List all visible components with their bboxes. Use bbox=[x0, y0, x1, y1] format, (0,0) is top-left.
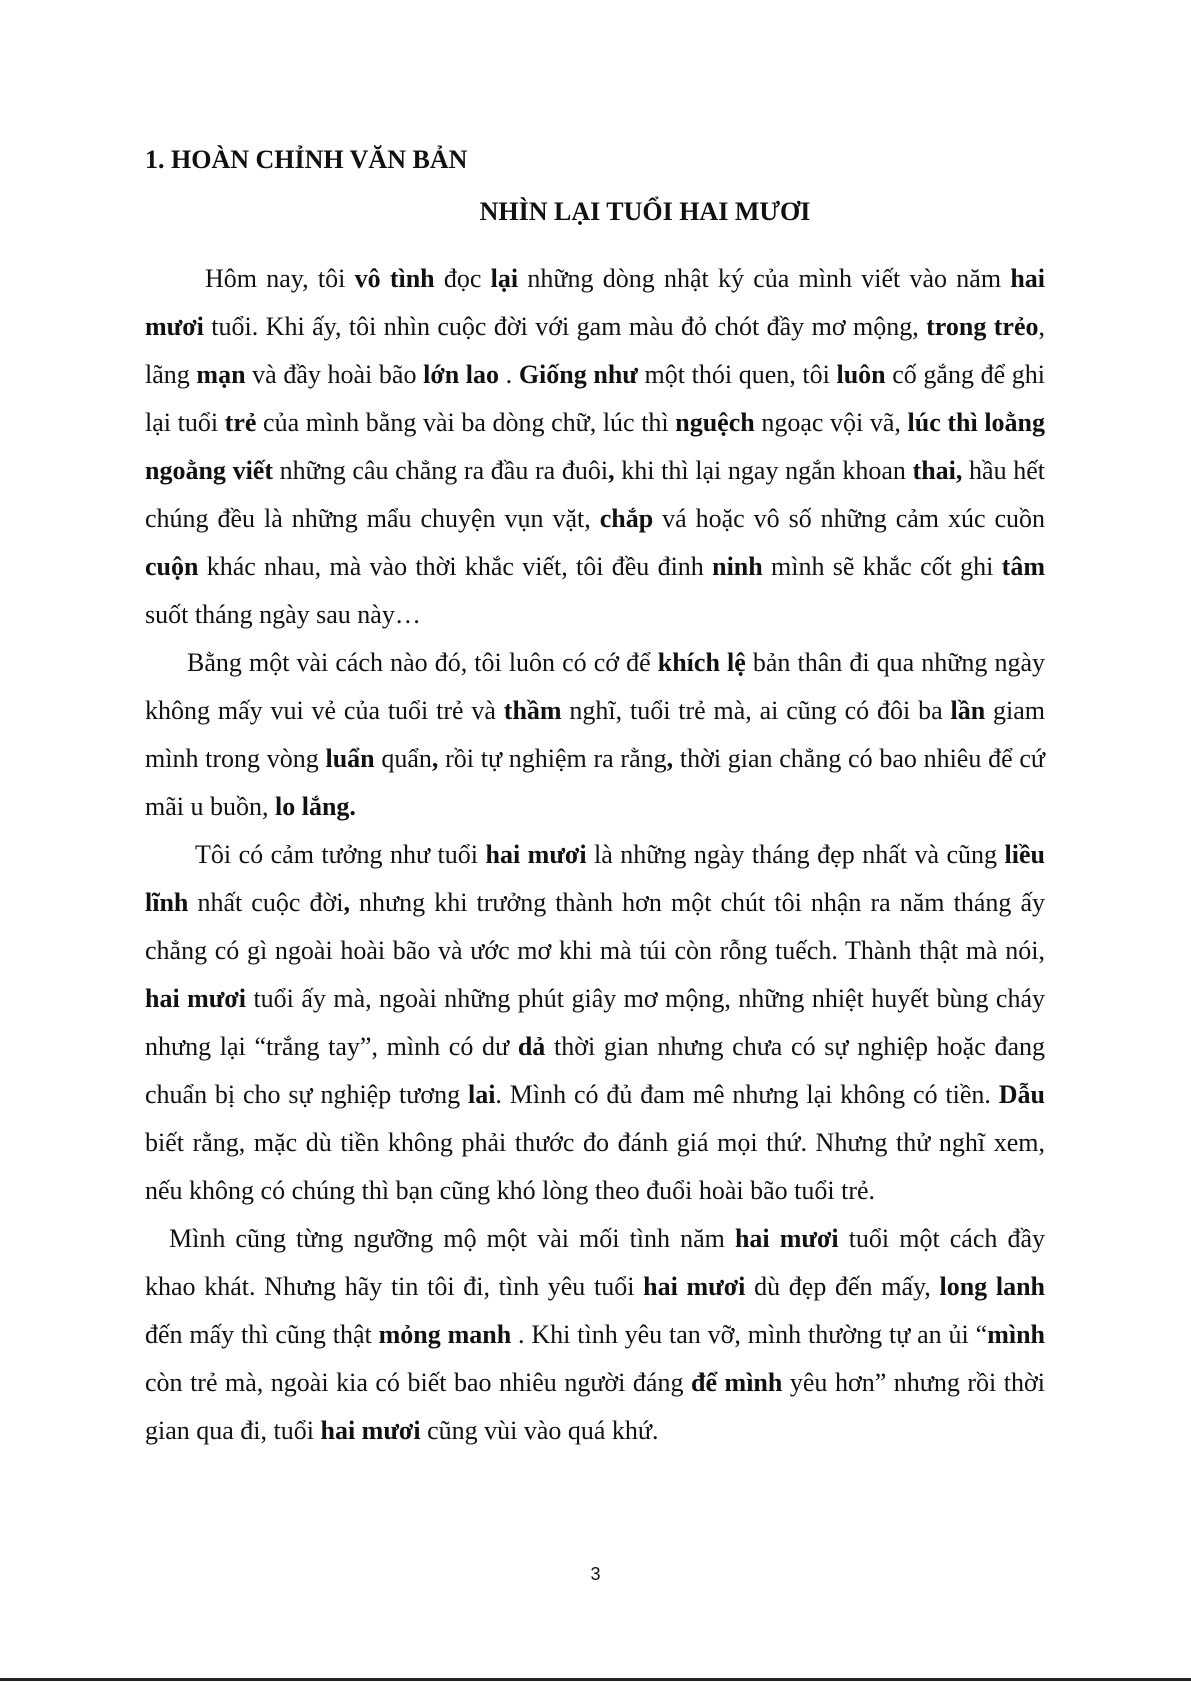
bold-run: hai mươi bbox=[643, 1272, 746, 1301]
bold-run: , bbox=[666, 744, 674, 773]
bold-run: hai mươi bbox=[320, 1416, 421, 1445]
bold-run: lai bbox=[467, 1080, 496, 1109]
paragraph-1: Hôm nay, tôi vô tình đọc lại những dòng nhật ký của mình viết vào năm hai mươi tuổi. Khi ấy, tôi nhìn cuộc đời với gam màu đỏ chót đầy mơ mộng, trong trẻo, lãng mạn và đầy hoài bão lớn lao . Giống như một thói quen, tôi luôn cố gắng để ghi lại tuổi trẻ của mình bằng vài ba dòng chữ, lúc thì nguệch ngoạc vội vã, lúc thì loằng ngoằng viết những câu chẳng ra đầu ra đuôi, khi thì lại ngay ngắn khoan thai, hầu hết chúng đều là những mẩu chuyện vụn vặt, chắp vá hoặc vô số những cảm xúc cuồn cuộn khác nhau, mà vào thời khắc viết, tôi đều đinh ninh mình sẽ khắc cốt ghi tâm suốt tháng ngày sau này… bbox=[145, 264, 1046, 629]
bold-run: mình bbox=[987, 1320, 1045, 1349]
bold-run: lúc thì loằng ngoằng viết bbox=[145, 408, 1046, 485]
bold-run: luẩn bbox=[325, 744, 375, 773]
bold-run: long lanh bbox=[939, 1272, 1046, 1301]
bold-run: tâm bbox=[1001, 552, 1045, 581]
bold-run: mạn bbox=[196, 360, 246, 389]
bold-run: lần bbox=[950, 696, 986, 725]
bold-run: liều lĩnh bbox=[145, 840, 1045, 917]
bold-run: hai mươi bbox=[145, 264, 1045, 341]
bold-run: hai mươi bbox=[145, 984, 247, 1013]
bold-run: mỏng manh bbox=[378, 1320, 512, 1349]
bold-run: trong trẻo bbox=[926, 312, 1039, 341]
paragraph-4: Mình cũng từng ngưỡng mộ một vài mối tình năm hai mươi tuổi một cách đầy khao khát. Nhưng hãy tin tôi đi, tình yêu tuổi hai mươi dù đẹp đến mấy, long lanh đến mấy thì cũng thật mỏng manh . Khi tình yêu tan vỡ, mình thường tự an ủi “mình còn trẻ mà, ngoài kia có biết bao nhiêu người đáng để mình yêu hơn” nhưng rồi thời gian qua đi, tuổi hai mươi cũng vùi vào quá khứ. bbox=[145, 1224, 1046, 1445]
body-text bbox=[145, 255, 1045, 1455]
bold-run: lại bbox=[490, 264, 519, 293]
bold-run: chắp bbox=[599, 504, 654, 533]
bold-run: hai mươi bbox=[734, 1224, 839, 1253]
bold-run: Giống như bbox=[518, 360, 638, 389]
bold-run: cuộn bbox=[145, 552, 199, 581]
bold-run: khích lệ bbox=[657, 648, 746, 677]
paragraph-2: Bằng một vài cách nào đó, tôi luôn có cớ để khích lệ bản thân đi qua những ngày không mấy vui vẻ của tuổi trẻ và thầm nghĩ, tuổi trẻ mà, ai cũng có đôi ba lần giam mình trong vòng luẩn quẩn, rồi tự nghiệm ra rằng, thời gian chẳng có bao nhiêu để cứ mãi u buồn, lo lắng. bbox=[145, 648, 1045, 821]
page-number: 3 bbox=[590, 1564, 601, 1584]
paragraph-3: Tôi có cảm tưởng như tuổi hai mươi là những ngày tháng đẹp nhất và cũng liều lĩnh nhất cuộc đời, nhưng khi trưởng thành hơn một chút tôi nhận ra năm tháng ấy chẳng có gì ngoài hoài bão và ước mơ khi mà túi còn rỗng tuếch. Thành thật mà nói, hai mươi tuổi ấy mà, ngoài những phút giây mơ mộng, những nhiệt huyết bùng cháy nhưng lại “trắng tay”, mình có dư dả thời gian nhưng chưa có sự nghiệp hoặc đang chuẩn bị cho sự nghiệp tương lai. Mình có đủ đam mê nhưng lại không có tiền. Dẫu biết rằng, mặc dù tiền không phải thước đo đánh giá mọi thứ. Nhưng thử nghĩ xem, nếu không có chúng thì bạn cũng khó lòng theo đuổi hoài bão tuổi trẻ. bbox=[145, 840, 1045, 1205]
footer-rule bbox=[0, 1678, 1191, 1681]
section-heading: 1. HOÀN CHỈNH VĂN BẢN bbox=[145, 145, 468, 174]
bold-run: , bbox=[431, 744, 439, 773]
bold-run: ninh bbox=[712, 552, 763, 581]
bold-run: hai mươi bbox=[485, 840, 587, 869]
bold-run: , bbox=[608, 456, 615, 485]
document-title: NHÌN LẠI TUỔI HAI MƯƠI bbox=[479, 197, 811, 226]
bold-run: dả bbox=[517, 1032, 546, 1061]
bold-run: , bbox=[343, 888, 350, 917]
bold-run: lớn lao bbox=[423, 360, 500, 389]
bold-run: thai, bbox=[912, 456, 963, 485]
bold-run: thầm bbox=[503, 696, 562, 725]
bold-run: Dẫu bbox=[998, 1080, 1045, 1109]
bold-run: vô tình bbox=[354, 264, 435, 293]
bold-run: lo lắng. bbox=[275, 792, 356, 821]
bold-run: nguệch bbox=[675, 408, 755, 437]
bold-run: để mình bbox=[691, 1368, 783, 1397]
bold-run: trẻ bbox=[224, 408, 257, 437]
bold-run: luôn bbox=[836, 360, 886, 389]
